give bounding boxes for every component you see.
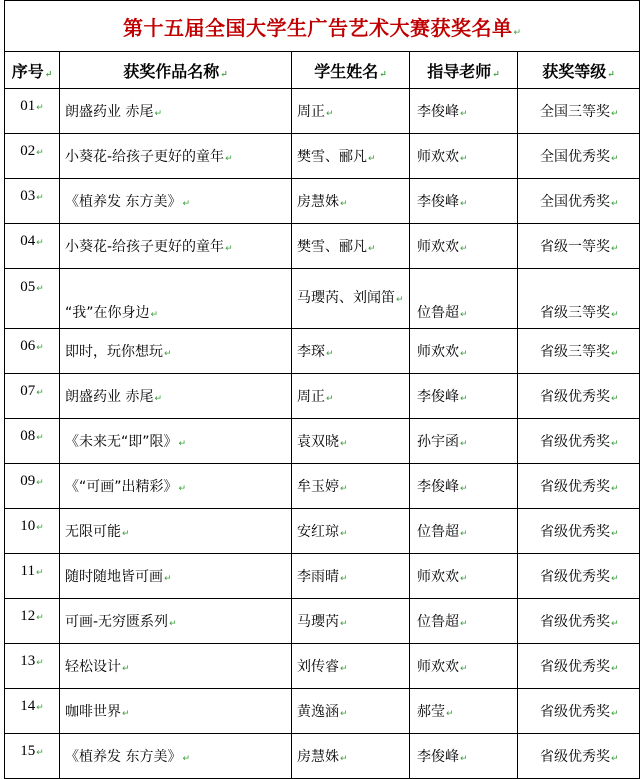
cell-student	[292, 89, 410, 134]
paragraph-mark-icon: ↵	[36, 102, 44, 112]
cell-seq-text: 05	[20, 279, 36, 295]
cell-student	[292, 134, 410, 179]
paragraph-mark-icon: ↵	[340, 439, 348, 449]
cell-teacher-text: 师欢欢	[417, 659, 459, 675]
cell-work	[60, 734, 292, 779]
paragraph-mark-icon: ↵	[326, 349, 334, 359]
cell-work-text: 《植养发 东方美》	[65, 749, 182, 765]
paragraph-mark-icon: ↵	[513, 27, 522, 38]
table-row	[5, 734, 640, 779]
cell-work-text: 咖啡世界	[65, 704, 121, 720]
cell-teacher	[410, 419, 518, 464]
paragraph-mark-icon: ↵	[340, 199, 348, 209]
paragraph-mark-icon: ↵	[182, 754, 190, 764]
paragraph-mark-icon: ↵	[36, 612, 44, 622]
cell-level	[518, 599, 640, 644]
cell-teacher-text: 位鲁超	[417, 524, 459, 540]
cell-level-text: 省级优秀奖	[540, 704, 610, 720]
cell-student	[292, 554, 410, 599]
cell-level-text: 省级优秀奖	[540, 524, 610, 540]
header-seq: 序号↵	[5, 52, 60, 89]
paragraph-mark-icon: ↵	[368, 244, 376, 254]
paragraph-mark-icon: ↵	[396, 294, 404, 305]
cell-student	[292, 689, 410, 734]
paragraph-mark-icon: ↵	[340, 709, 348, 719]
cell-teacher-text: 师欢欢	[417, 239, 459, 255]
award-table	[4, 0, 640, 779]
paragraph-mark-icon: ↵	[36, 283, 44, 293]
cell-level-text: 省级优秀奖	[540, 389, 610, 405]
cell-teacher-text: 李俊峰	[417, 479, 459, 495]
paragraph-mark-icon: ↵	[611, 154, 619, 164]
cell-work-text: 朗盛药业 赤尾	[65, 104, 154, 120]
paragraph-mark-icon: ↵	[182, 199, 190, 209]
cell-work	[60, 374, 292, 419]
cell-student	[292, 734, 410, 779]
paragraph-mark-icon: ↵	[44, 69, 53, 80]
paragraph-mark-icon: ↵	[340, 664, 348, 674]
cell-seq-text: 03	[20, 188, 36, 204]
header-teacher: 指导老师↵	[410, 52, 518, 89]
cell-level-text: 省级优秀奖	[540, 479, 610, 495]
cell-level-text: 全国优秀奖	[540, 194, 610, 210]
paragraph-mark-icon: ↵	[178, 484, 187, 494]
cell-level-text: 省级三等奖	[540, 305, 610, 321]
cell-teacher-text: 李俊峰	[417, 104, 459, 120]
cell-seq	[5, 374, 60, 419]
cell-teacher	[410, 464, 518, 509]
paragraph-mark-icon: ↵	[36, 747, 44, 757]
cell-teacher	[410, 329, 518, 374]
cell-level	[518, 554, 640, 599]
cell-teacher	[410, 554, 518, 599]
cell-teacher	[410, 509, 518, 554]
paragraph-mark-icon: ↵	[35, 567, 44, 577]
table-row	[5, 644, 640, 689]
cell-student-text: 房慧姝	[297, 749, 339, 765]
cell-level-text: 全国优秀奖	[540, 149, 610, 165]
paragraph-mark-icon: ↵	[611, 439, 619, 449]
cell-teacher-text: 李俊峰	[417, 194, 459, 210]
table-row	[5, 599, 640, 644]
cell-seq-text: 11	[20, 563, 35, 579]
cell-work-text: “我”在你身边	[65, 305, 150, 321]
header-work: 获奖作品名称↵	[60, 52, 292, 89]
cell-seq-text: 15	[20, 743, 36, 759]
cell-work-text: 即时，玩你想玩	[65, 344, 163, 360]
cell-work	[60, 599, 292, 644]
cell-teacher	[410, 269, 518, 329]
cell-teacher-text: 李俊峰	[417, 749, 459, 765]
paragraph-mark-icon: ↵	[164, 574, 172, 584]
cell-level	[518, 134, 640, 179]
cell-level	[518, 89, 640, 134]
cell-work	[60, 419, 292, 464]
paragraph-mark-icon: ↵	[122, 709, 130, 719]
paragraph-mark-icon: ↵	[36, 432, 44, 442]
paragraph-mark-icon: ↵	[340, 529, 348, 539]
paragraph-mark-icon: ↵	[36, 657, 44, 667]
cell-teacher	[410, 89, 518, 134]
paragraph-mark-icon: ↵	[36, 237, 44, 247]
paragraph-mark-icon: ↵	[446, 709, 454, 719]
paragraph-mark-icon: ↵	[169, 619, 177, 629]
table-row	[5, 554, 640, 599]
cell-student-text: 樊雪、郦凡	[297, 239, 367, 255]
paragraph-mark-icon: ↵	[611, 619, 619, 629]
table-row	[5, 134, 640, 179]
paragraph-mark-icon: ↵	[340, 619, 348, 629]
paragraph-mark-icon: ↵	[611, 244, 619, 254]
cell-teacher	[410, 734, 518, 779]
paragraph-mark-icon: ↵	[460, 394, 468, 404]
paragraph-mark-icon: ↵	[36, 522, 44, 532]
table-row	[5, 464, 640, 509]
paragraph-mark-icon: ↵	[164, 349, 172, 359]
cell-seq	[5, 509, 60, 554]
cell-level	[518, 644, 640, 689]
cell-seq-text: 02	[20, 143, 36, 159]
header-student: 学生姓名↵	[292, 52, 410, 89]
cell-seq-text: 06	[20, 338, 36, 354]
cell-work	[60, 269, 292, 329]
cell-seq-text: 14	[20, 698, 36, 714]
cell-work	[60, 464, 292, 509]
paragraph-mark-icon: ↵	[611, 664, 619, 674]
cell-teacher-text: 位鲁超	[417, 305, 459, 321]
cell-student-text: 周正	[297, 104, 325, 120]
cell-student	[292, 269, 410, 329]
paragraph-mark-icon: ↵	[460, 664, 468, 674]
paragraph-mark-icon: ↵	[611, 394, 619, 404]
cell-seq	[5, 269, 60, 329]
paragraph-mark-icon: ↵	[611, 709, 619, 719]
cell-student-text: 周正	[297, 389, 325, 405]
paragraph-mark-icon: ↵	[154, 109, 162, 119]
cell-student	[292, 464, 410, 509]
paragraph-mark-icon: ↵	[368, 154, 376, 164]
paragraph-mark-icon: ↵	[36, 477, 44, 487]
paragraph-mark-icon: ↵	[611, 529, 619, 539]
cell-seq	[5, 554, 60, 599]
cell-work	[60, 509, 292, 554]
paragraph-mark-icon: ↵	[492, 69, 500, 80]
cell-seq	[5, 734, 60, 779]
paragraph-mark-icon: ↵	[225, 244, 233, 254]
paragraph-mark-icon: ↵	[460, 484, 468, 494]
paragraph-mark-icon: ↵	[220, 69, 228, 80]
cell-seq-text: 13	[20, 653, 36, 669]
cell-level-text: 省级优秀奖	[540, 614, 610, 630]
paragraph-mark-icon: ↵	[460, 154, 468, 164]
paragraph-mark-icon: ↵	[36, 387, 44, 397]
cell-seq	[5, 599, 60, 644]
cell-seq	[5, 419, 60, 464]
table-row	[5, 689, 640, 734]
cell-level	[518, 179, 640, 224]
paragraph-mark-icon: ↵	[178, 439, 187, 449]
cell-work	[60, 179, 292, 224]
cell-work-text: 无限可能	[65, 524, 121, 540]
paragraph-mark-icon: ↵	[611, 109, 619, 119]
table-row	[5, 224, 640, 269]
cell-seq-text: 12	[20, 608, 36, 624]
cell-teacher-text: 郝莹	[417, 704, 445, 720]
paragraph-mark-icon: ↵	[611, 484, 619, 494]
cell-seq	[5, 179, 60, 224]
cell-level	[518, 224, 640, 269]
cell-level	[518, 509, 640, 554]
cell-level-text: 省级优秀奖	[540, 659, 610, 675]
cell-work	[60, 224, 292, 269]
cell-work-text: 小葵花-给孩子更好的童年	[65, 239, 225, 255]
paragraph-mark-icon: ↵	[611, 199, 619, 209]
title-row	[5, 1, 640, 52]
cell-student	[292, 599, 410, 644]
cell-work	[60, 689, 292, 734]
cell-seq-text: 07	[20, 383, 36, 399]
cell-teacher	[410, 599, 518, 644]
cell-work-text: 轻松设计	[65, 659, 121, 675]
paragraph-mark-icon: ↵	[379, 69, 387, 80]
cell-student	[292, 224, 410, 269]
cell-seq-text: 10	[20, 518, 36, 534]
cell-level	[518, 374, 640, 419]
cell-student-text: 马瓔芮、刘闻笛	[297, 289, 395, 306]
cell-work	[60, 89, 292, 134]
paragraph-mark-icon: ↵	[122, 664, 130, 674]
cell-level-text: 省级三等奖	[540, 344, 610, 360]
cell-work	[60, 554, 292, 599]
cell-level-text: 省级优秀奖	[540, 749, 610, 765]
cell-level	[518, 464, 640, 509]
cell-level	[518, 734, 640, 779]
table-row	[5, 329, 640, 374]
cell-level	[518, 419, 640, 464]
paragraph-mark-icon: ↵	[460, 574, 468, 584]
cell-work	[60, 329, 292, 374]
cell-seq	[5, 464, 60, 509]
cell-teacher-text: 师欢欢	[417, 344, 459, 360]
cell-student-text: 黄逸涵	[297, 704, 339, 720]
cell-teacher	[410, 179, 518, 224]
paragraph-mark-icon: ↵	[225, 154, 233, 164]
cell-teacher-text: 李俊峰	[417, 389, 459, 405]
cell-work-text: 《“可画”出精彩》	[65, 479, 178, 495]
cell-student-text: 樊雪、郦凡	[297, 149, 367, 165]
cell-student-text: 马瓔芮	[297, 614, 339, 630]
paragraph-mark-icon: ↵	[150, 310, 159, 320]
paragraph-mark-icon: ↵	[460, 439, 468, 449]
cell-work	[60, 134, 292, 179]
document-title: 第十五届全国大学生广告艺术大赛获奖名单	[123, 15, 513, 40]
paragraph-mark-icon: ↵	[460, 349, 468, 359]
cell-seq	[5, 224, 60, 269]
cell-student-text: 刘传睿	[297, 659, 339, 675]
paragraph-mark-icon: ↵	[460, 199, 468, 209]
paragraph-mark-icon: ↵	[460, 754, 468, 764]
paragraph-mark-icon: ↵	[326, 109, 334, 119]
table-row	[5, 374, 640, 419]
paragraph-mark-icon: ↵	[611, 574, 619, 584]
cell-level-text: 全国三等奖	[540, 104, 610, 120]
cell-student	[292, 179, 410, 224]
cell-work-text: 小葵花-给孩子更好的童年	[65, 149, 225, 165]
cell-seq	[5, 134, 60, 179]
cell-level-text: 省级一等奖	[540, 239, 610, 255]
cell-seq	[5, 689, 60, 734]
cell-teacher-text: 孙宇函	[417, 434, 459, 450]
cell-student-text: 袁双晓	[297, 434, 339, 450]
cell-student-text: 李雨晴	[297, 569, 339, 585]
cell-work-text: 随时随地皆可画	[65, 569, 163, 585]
cell-teacher-text: 师欢欢	[417, 569, 459, 585]
table-row	[5, 419, 640, 464]
cell-seq-text: 08	[20, 428, 36, 444]
paragraph-mark-icon: ↵	[611, 754, 619, 764]
cell-work-text: 朗盛药业 赤尾	[65, 389, 154, 405]
cell-seq-text: 04	[20, 233, 36, 249]
cell-student	[292, 329, 410, 374]
cell-student	[292, 419, 410, 464]
cell-seq	[5, 89, 60, 134]
paragraph-mark-icon: ↵	[36, 342, 44, 352]
cell-teacher-text: 位鲁超	[417, 614, 459, 630]
paragraph-mark-icon: ↵	[611, 349, 619, 359]
paragraph-mark-icon: ↵	[36, 147, 44, 157]
cell-seq-text: 01	[20, 98, 36, 114]
paragraph-mark-icon: ↵	[326, 394, 334, 404]
paragraph-mark-icon: ↵	[460, 529, 468, 539]
cell-teacher	[410, 689, 518, 734]
cell-teacher	[410, 134, 518, 179]
table-row	[5, 269, 640, 329]
header-level: 获奖等级↵	[518, 52, 640, 89]
paragraph-mark-icon: ↵	[340, 574, 348, 584]
paragraph-mark-icon: ↵	[611, 310, 619, 320]
cell-seq-text: 09	[20, 473, 36, 489]
cell-teacher	[410, 224, 518, 269]
cell-level	[518, 269, 640, 329]
cell-level-text: 省级优秀奖	[540, 434, 610, 450]
paragraph-mark-icon: ↵	[460, 244, 468, 254]
cell-work-text: 《植养发 东方美》	[65, 194, 182, 210]
paragraph-mark-icon: ↵	[340, 754, 348, 764]
cell-level-text: 省级优秀奖	[540, 569, 610, 585]
cell-student-text: 房慧姝	[297, 194, 339, 210]
table-row	[5, 509, 640, 554]
paragraph-mark-icon: ↵	[122, 529, 130, 539]
paragraph-mark-icon: ↵	[607, 69, 615, 80]
paragraph-mark-icon: ↵	[460, 619, 468, 629]
paragraph-mark-icon: ↵	[340, 484, 348, 494]
title-cell	[5, 1, 640, 52]
cell-teacher	[410, 374, 518, 419]
cell-seq	[5, 329, 60, 374]
cell-level	[518, 689, 640, 734]
cell-teacher	[410, 644, 518, 689]
cell-level	[518, 329, 640, 374]
cell-teacher-text: 师欢欢	[417, 149, 459, 165]
cell-student-text: 安红琼	[297, 524, 339, 540]
cell-student	[292, 509, 410, 554]
cell-seq	[5, 644, 60, 689]
cell-student-text: 牟玉婷	[297, 479, 339, 495]
cell-student-text: 李琛	[297, 344, 325, 360]
paragraph-mark-icon: ↵	[36, 192, 44, 202]
cell-student	[292, 374, 410, 419]
cell-work-text: 可画-无穷匮系列	[65, 614, 169, 630]
table-row	[5, 89, 640, 134]
cell-student	[292, 644, 410, 689]
paragraph-mark-icon: ↵	[460, 109, 468, 119]
cell-work-text: 《未来无“即”限》	[65, 434, 178, 450]
paragraph-mark-icon: ↵	[154, 394, 162, 404]
paragraph-mark-icon: ↵	[36, 702, 44, 712]
paragraph-mark-icon: ↵	[460, 310, 468, 320]
table-row	[5, 179, 640, 224]
cell-work	[60, 644, 292, 689]
header-row	[5, 52, 640, 89]
